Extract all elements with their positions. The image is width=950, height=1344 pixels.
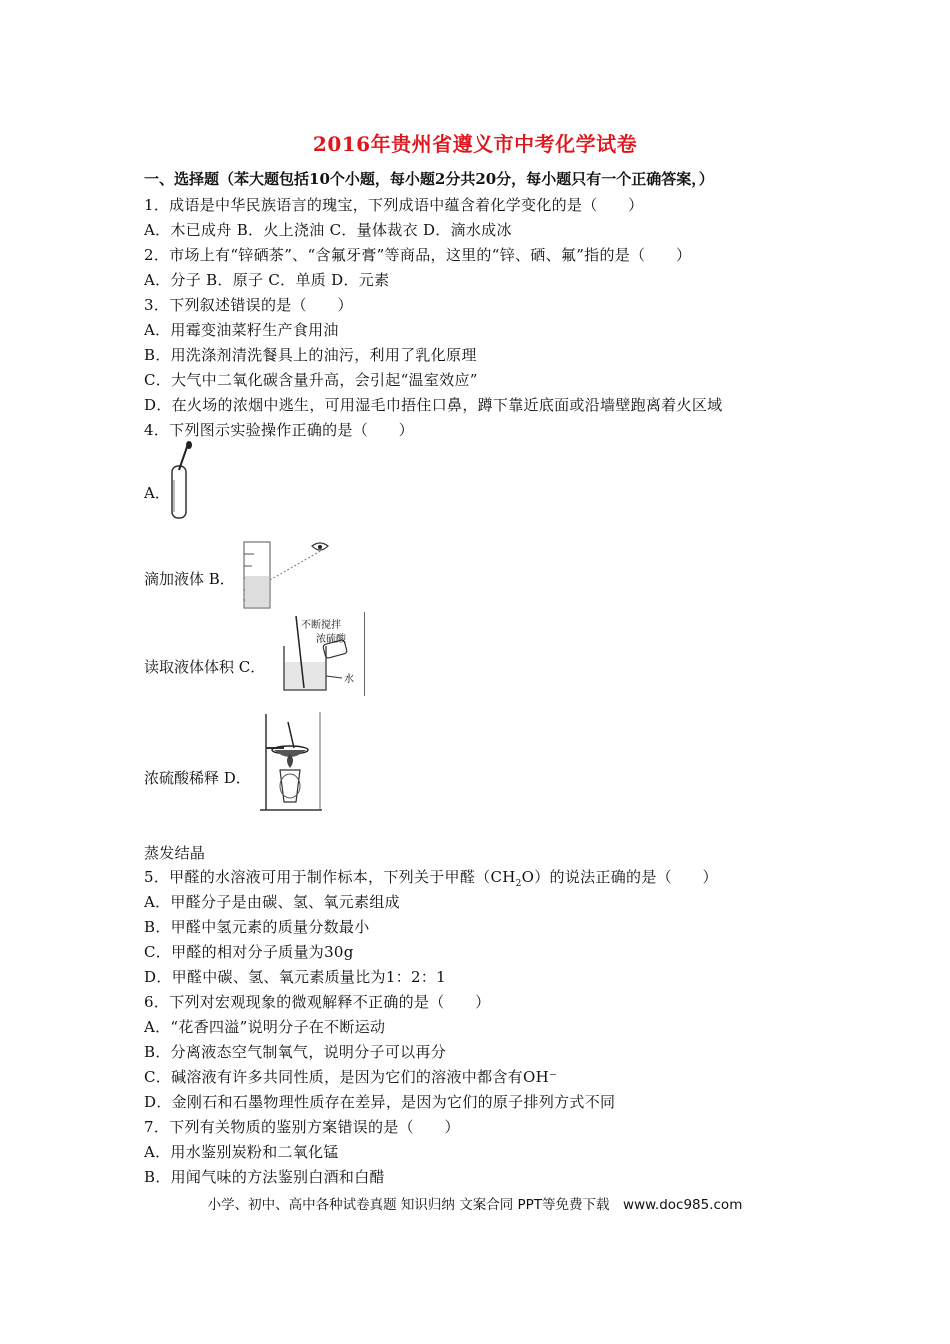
question-7-option-b: B．用闻气味的方法鉴别白酒和白醋 <box>144 1168 385 1186</box>
question-6-stem: 6．下列对宏观现象的微观解释不正确的是（ ） <box>144 993 491 1011</box>
question-3-option-a: A．用霉变油菜籽生产食用油 <box>144 321 339 339</box>
dilution-figure <box>276 612 365 696</box>
question-1-options: A．木已成舟 B．火上浇油 C．量体裁衣 D．滴水成冰 <box>144 221 512 239</box>
question-5-stem-pre: 5．甲醛的水溶液可用于制作标本，下列关于甲醛（CH <box>144 868 516 886</box>
question-5-stem-post: O）的说法正确的是（ ） <box>521 868 718 886</box>
question-4-label-d: 浓硫酸稀释 D． <box>144 769 251 787</box>
question-6-option-a: A．“花香四溢”说明分子在不断运动 <box>144 1018 386 1036</box>
question-4-stem: 4．下列图示实验操作正确的是（ ） <box>144 421 414 439</box>
footer-watermark: 小学、初中、高中各种试卷真题 知识归纳 文案合同 PPT等免费下载 www.doc985.com <box>207 1197 743 1213</box>
evaporation-figure <box>256 710 326 814</box>
question-5-option-d: D．甲醛中碳、氢、氧元素质量比为1：2：1 <box>144 968 446 986</box>
question-2-options: A．分子 B．原子 C．单质 D．元素 <box>144 271 390 289</box>
figure-label-acid: 浓硫酸 <box>316 634 346 645</box>
figure-label-water: 水 <box>344 674 354 685</box>
question-3-option-c: C．大气中二氧化碳含量升高，会引起“温室效应” <box>144 371 478 389</box>
question-5-stem <box>144 866 718 889</box>
question-5-option-b: B．甲醛中氢元素的质量分数最小 <box>144 918 370 936</box>
question-5-option-a: A．甲醛分子是由碳、氢、氧元素组成 <box>144 893 400 911</box>
question-5-option-c: C．甲醛的相对分子质量为30g <box>144 943 354 961</box>
question-3-option-b: B．用洗涤剂清洗餐具上的油污，利用了乳化原理 <box>144 346 477 364</box>
question-4-label-a: A． <box>144 484 170 502</box>
question-3-stem: 3．下列叙述错误的是（ ） <box>144 296 353 314</box>
page-title: 2016年贵州省遵义市中考化学试卷 <box>312 132 638 156</box>
figure-label-stir: 不断搅拌 <box>301 620 341 631</box>
question-4-label-c: 读取液体体积 C． <box>144 658 266 676</box>
question-7-stem: 7．下列有关物质的鉴别方案错误的是（ ） <box>144 1118 460 1136</box>
question-4-label-b: 滴加液体 B． <box>144 570 235 588</box>
question-6-option-c: C．碱溶液有许多共同性质，是因为它们的溶液中都含有OH⁻ <box>144 1068 558 1086</box>
question-3-option-d: D．在火场的浓烟中逃生，可用湿毛巾捂住口鼻，蹲下靠近底面或沿墙壁跑离着火区域 <box>144 396 723 414</box>
question-4-tail: 蒸发结晶 <box>144 844 206 862</box>
question-2-stem: 2．市场上有“锌硒茶”、“含氟牙膏”等商品，这里的“锌、硒、氟”指的是（ ） <box>144 246 692 264</box>
measuring-cylinder-figure <box>240 540 336 610</box>
question-1-stem: 1．成语是中华民族语言的瑰宝，下列成语中蕴含着化学变化的是（ ） <box>144 196 644 214</box>
question-7-option-a: A．用水鉴别炭粉和二氧化锰 <box>144 1143 339 1161</box>
dropper-test-tube-figure <box>166 440 196 522</box>
section-header: 一、选择题（苯大题包括10个小题，每小题2分共20分，每小题只有一个正确答案，） <box>144 170 714 188</box>
question-6-option-b: B．分离液态空气制氧气，说明分子可以再分 <box>144 1043 447 1061</box>
formula-subscript: 2 <box>515 879 522 889</box>
question-6-option-d: D．金刚石和石墨物理性质存在差异，是因为它们的原子排列方式不同 <box>144 1093 616 1111</box>
